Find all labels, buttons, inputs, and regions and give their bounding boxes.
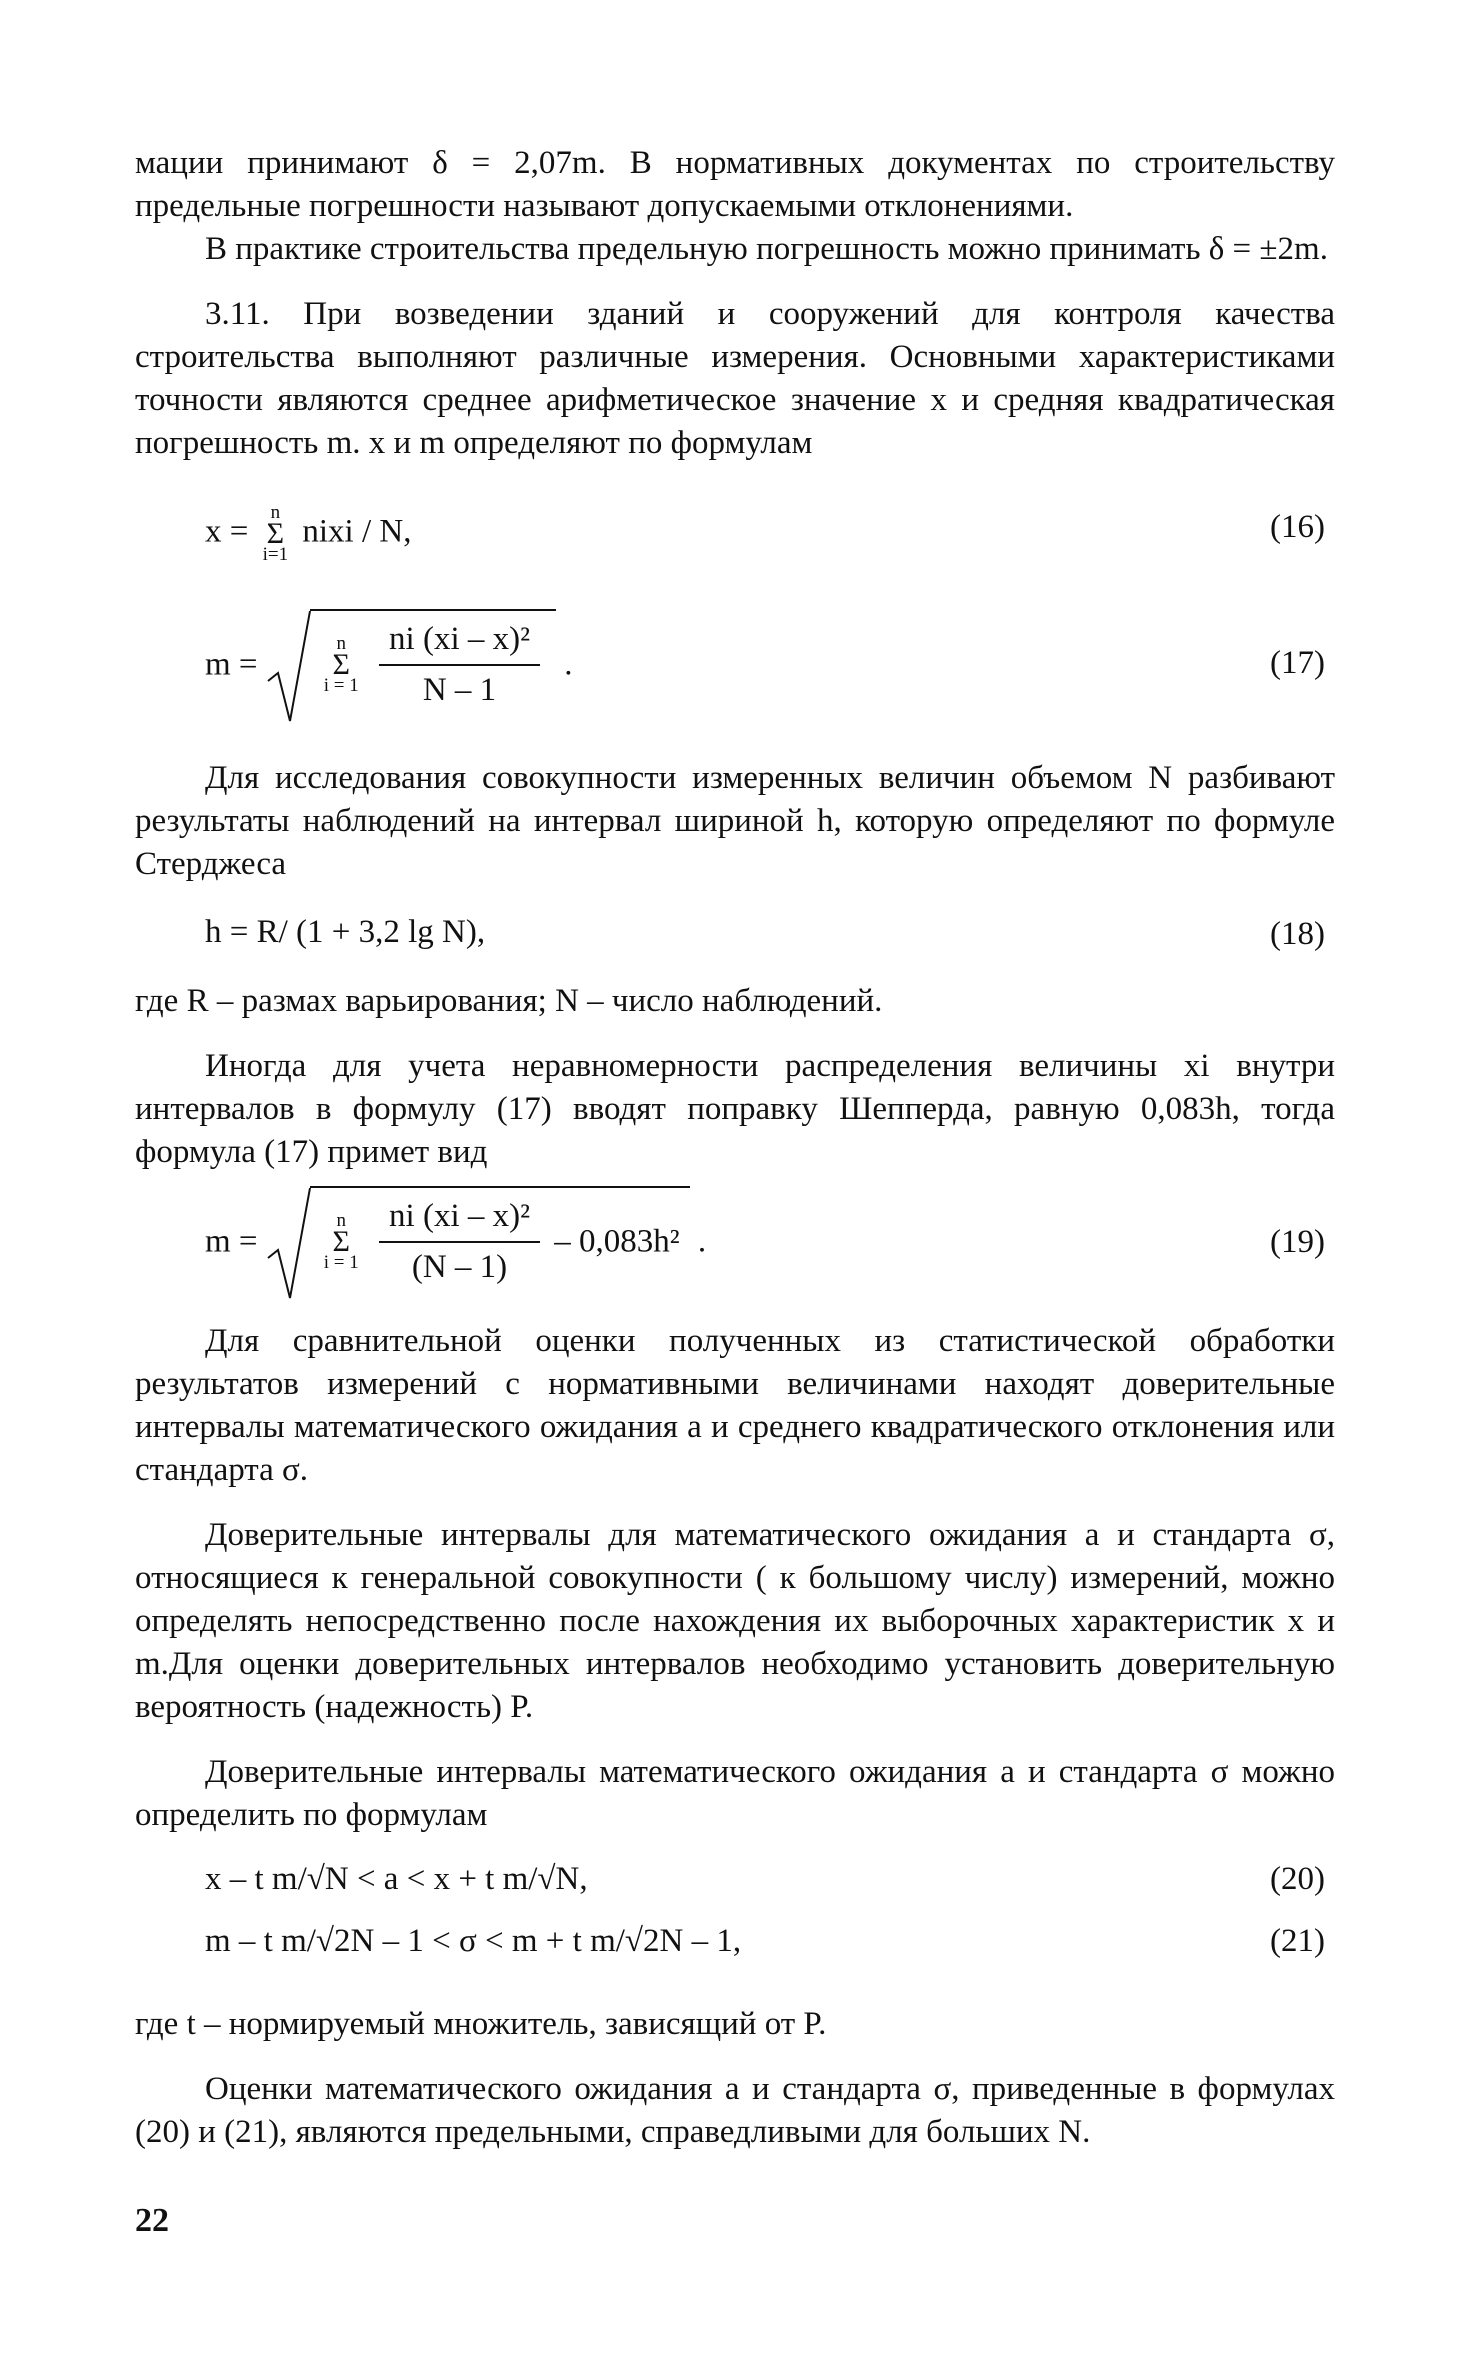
- formula-body: m – t m/√2N – 1 < σ < m + t m/√2N – 1,: [205, 1923, 742, 1959]
- sum-lower: i = 1: [323, 1252, 359, 1273]
- formula-lhs: m =: [205, 1223, 258, 1260]
- formula-number: (16): [1270, 509, 1325, 545]
- formula-number: (19): [1270, 1224, 1325, 1260]
- sum-upper: n: [270, 502, 281, 523]
- paragraph: Иногда для учета неравномерности распределения величины xi внутри интервалов в формулу (17) вводят поправку Шепперда, равную 0,083h, тогда формула (17) примет вид: [135, 1048, 1335, 1170]
- formula-tail: .: [697, 1223, 707, 1260]
- formula-18: [135, 900, 1335, 980]
- formula-number: (21): [1270, 1923, 1325, 1959]
- page-body: [135, 142, 1335, 2154]
- page-number: 22: [135, 2202, 169, 2239]
- sum-symbol: Σ: [266, 517, 285, 550]
- paragraph: 3.11. При возведении зданий и сооружений для контроля качества строительства выполняют различные измерения. Основными характеристиками точности являются среднее арифметическое значение x и средняя квадратическая погрешность m. x и m определяют по формулам: [135, 296, 1335, 461]
- paragraph: Оценки математического ожидания a и стандарта σ, приведенные в формулах (20) и (21), являются предельными, справедливыми для больших N.: [135, 2071, 1335, 2150]
- paragraph: где t – нормируемый множитель, зависящий от P.: [135, 2006, 827, 2042]
- sum-symbol: Σ: [332, 1225, 351, 1258]
- formula-16: [135, 495, 1335, 575]
- sqrt-radical: [266, 1186, 690, 1286]
- formula-number: (17): [1270, 645, 1325, 681]
- sqrt-radical: [266, 609, 556, 709]
- sum-lower: i=1: [262, 544, 289, 565]
- formula-body: nixi / N,: [302, 513, 412, 550]
- formula-body: h = R/ (1 + 3,2 lg N),: [205, 914, 486, 950]
- radical-sign-icon: [266, 1186, 312, 1306]
- formula-lhs: m =: [205, 646, 258, 683]
- fraction-numerator: ni (xi – x)²: [379, 1198, 540, 1243]
- formula-20: [135, 1849, 1335, 1915]
- sum-operator: [323, 633, 359, 696]
- sum-upper: n: [336, 633, 347, 654]
- formula-21: [135, 1915, 1335, 1981]
- sum-symbol: Σ: [332, 648, 351, 681]
- fraction-denominator: (N – 1): [411, 1249, 508, 1285]
- fraction-denominator: N – 1: [422, 672, 497, 708]
- fraction: [379, 1198, 540, 1286]
- sum-operator: [262, 502, 289, 565]
- fraction: [379, 621, 540, 709]
- formula-number: (20): [1270, 1861, 1325, 1897]
- formula-17: [135, 595, 1335, 735]
- paragraph: Доверительные интервалы для математического ожидания a и стандарта σ, относящиеся к генеральной совокупности ( к большому числу) измерений, можно определять непосредственно после нахождения их выборочных характеристик x и m.Для оценки доверительных интервалов необходимо установить доверительную вероятность (надежность) P.: [135, 1517, 1335, 1725]
- paragraph: мации принимают δ = 2,07m. В нормативных документах по строительству предельные погрешности называют допускаемыми отклонениями.: [135, 145, 1335, 224]
- sum-upper: n: [336, 1210, 347, 1231]
- paragraph: Доверительные интервалы математического ожидания a и стандарта σ можно определить по формулам: [135, 1754, 1335, 1833]
- sum-operator: [323, 1210, 359, 1273]
- formula-lhs: x =: [205, 513, 249, 550]
- fraction-numerator: ni (xi – x)²: [379, 621, 540, 666]
- formula-19: [135, 1180, 1335, 1320]
- paragraph: где R – размах варьирования; N – число наблюдений.: [135, 983, 883, 1019]
- radical-sign-icon: [266, 609, 312, 729]
- paragraph: Для исследования совокупности измеренных величин объемом N разбивают результаты наблюдений на интервал шириной h, которую определяют по формуле Стерджеса: [135, 760, 1335, 882]
- correction-term: – 0,083h²: [554, 1223, 680, 1260]
- formula-tail: .: [564, 646, 573, 683]
- formula-body: x – t m/√N < a < x + t m/√N,: [205, 1861, 588, 1897]
- sum-lower: i = 1: [323, 675, 359, 696]
- paragraph: Для сравнительной оценки полученных из статистической обработки результатов измерений с нормативными величинами находят доверительные интервалы математического ожидания a и среднего квадратического отклонения или стандарта σ.: [135, 1323, 1335, 1488]
- formula-number: (18): [1270, 916, 1325, 952]
- paragraph: В практике строительства предельную погрешность можно принимать δ = ±2m.: [205, 231, 1328, 267]
